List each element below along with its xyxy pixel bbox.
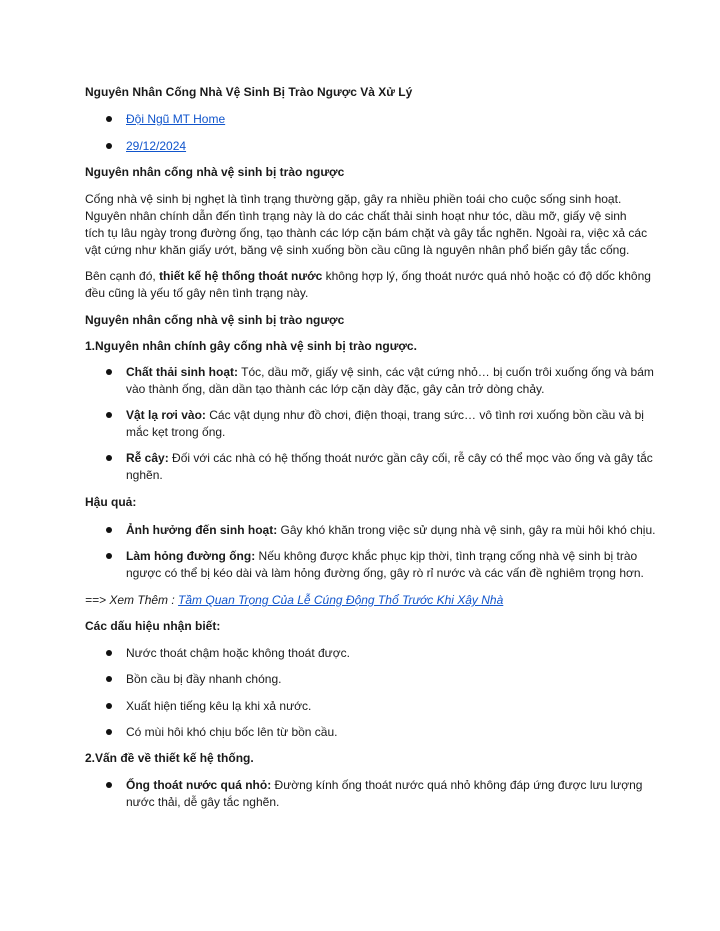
list-item: Làm hỏng đường ống: Nếu không được khắc phục kịp thời, tình trạng cống nhà vệ sinh bị trào bbox=[126, 549, 638, 563]
bullet-icon bbox=[106, 455, 112, 461]
list-item-cont: vào thành ống, dần dần tạo thành các lớp cặn dày đặc, gây cản trở dòng chảy. bbox=[126, 382, 545, 396]
document-title: Nguyên Nhân Cống Nhà Vệ Sinh Bị Trào Ngược Và Xử Lý bbox=[85, 85, 413, 99]
paragraph-line: Cống nhà vệ sinh bị nghẹt là tình trạng thường gặp, gây ra nhiều phiền toái cho cuộc sống sinh hoạt. bbox=[85, 192, 622, 206]
bullet-icon bbox=[106, 527, 112, 533]
bullet-icon bbox=[106, 116, 112, 122]
bullet-icon bbox=[106, 143, 112, 149]
date-link[interactable]: 29/12/2024 bbox=[126, 139, 187, 153]
section-heading: Hậu quả: bbox=[85, 495, 137, 509]
bullet-icon bbox=[106, 553, 112, 559]
bullet-icon bbox=[106, 703, 112, 709]
list-item: Nước thoát chậm hoặc không thoát được. bbox=[126, 646, 350, 660]
see-more-link[interactable]: Tầm Quan Trọng Của Lễ Cúng Động Thổ Trước Khi Xây Nhà bbox=[178, 593, 504, 607]
bullet-icon bbox=[106, 369, 112, 375]
list-item: Xuất hiện tiếng kêu lạ khi xả nước. bbox=[126, 699, 312, 713]
list-item: Rễ cây: Đối với các nhà có hệ thống thoát nước gần cây cối, rễ cây có thể mọc vào ống và gây tắc bbox=[126, 451, 653, 465]
numbered-heading: 1.Nguyên nhân chính gây cống nhà vệ sinh bị trào ngược. bbox=[85, 339, 417, 353]
paragraph-line: Bên cạnh đó, thiết kế hệ thống thoát nước không hợp lý, ống thoát nước quá nhỏ hoặc có độ dốc không bbox=[85, 269, 651, 283]
list-item: Bồn cầu bị đầy nhanh chóng. bbox=[126, 672, 282, 686]
paragraph-line: Nguyên nhân chính dẫn đến tình trạng này là do các chất thải sinh hoạt như tóc, dầu mỡ, giấy vệ sinh bbox=[85, 209, 627, 223]
bullet-icon bbox=[106, 782, 112, 788]
section-heading: Các dấu hiệu nhận biết: bbox=[85, 619, 221, 633]
list-item: Vật lạ rơi vào: Các vật dụng như đồ chơi, điện thoại, trang sức… vô tình rơi xuống bồn cầu và bị bbox=[126, 408, 644, 422]
bullet-icon bbox=[106, 676, 112, 682]
paragraph-line: vật cứng như khăn giấy ướt, băng vệ sinh xuống bồn cầu cũng là nguyên nhân phổ biến gây tắc cống. bbox=[85, 243, 630, 257]
paragraph-line: tích tụ lâu ngày trong đường ống, tạo thành các lớp cặn bám chặt và gây tắc nghẽn. Ngoài ra, việc xả các bbox=[85, 226, 648, 240]
section-heading: Nguyên nhân cống nhà vệ sinh bị trào ngược bbox=[85, 165, 345, 179]
bullet-icon bbox=[106, 729, 112, 735]
list-item: Chất thải sinh hoạt: Tóc, dầu mỡ, giấy vệ sinh, các vật cứng nhỏ… bị cuốn trôi xuống ống và bám bbox=[126, 365, 654, 379]
paragraph-line: đều cũng là yếu tố gây nên tình trạng này. bbox=[85, 286, 309, 300]
bullet-icon bbox=[106, 412, 112, 418]
list-item: Có mùi hôi khó chịu bốc lên từ bồn cầu. bbox=[126, 725, 338, 739]
list-item-cont: ngược có thể bị kéo dài và làm hỏng đường ống, gây rò rỉ nước và các vấn đề nghiêm trọng hơn. bbox=[126, 566, 644, 580]
list-item-cont: nghẽn. bbox=[126, 468, 163, 482]
author-link[interactable]: Đội Ngũ MT Home bbox=[126, 112, 226, 126]
list-item: Ảnh hưởng đến sinh hoạt: Gây khó khăn trong việc sử dụng nhà vệ sinh, gây ra mùi hôi khó chịu. bbox=[126, 523, 656, 537]
see-more: ==> Xem Thêm : Tầm Quan Trọng Của Lễ Cúng Động Thổ Trước Khi Xây Nhà bbox=[85, 593, 504, 607]
list-item-cont: mắc kẹt trong ống. bbox=[126, 425, 226, 439]
numbered-heading: 2.Vấn đề về thiết kế hệ thống. bbox=[85, 751, 254, 765]
section-heading: Nguyên nhân cống nhà vệ sinh bị trào ngược bbox=[85, 313, 345, 327]
list-item: Ống thoát nước quá nhỏ: Đường kính ống thoát nước quá nhỏ không đáp ứng được lưu lượng bbox=[126, 778, 643, 792]
bullet-icon bbox=[106, 650, 112, 656]
list-item-cont: nước thải, dễ gây tắc nghẽn. bbox=[126, 795, 280, 809]
